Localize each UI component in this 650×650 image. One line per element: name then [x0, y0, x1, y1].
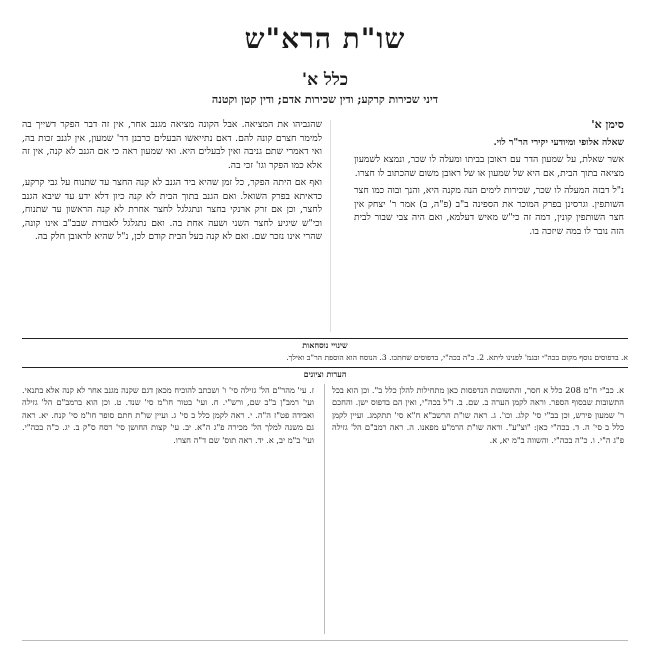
question-paragraph: אשר שאלת, על שמעון הדר עם ראובן בביתו ומעלה לו שכר, ונמצא לשמעון מציאה בתוך הבית, אם היא של שמעון או של ראובן משום שהכתוב לו חצרו. [354, 154, 624, 179]
left-paragraph: ואף אם היתה הפקר, כל זמן שהיא ביד הגנב לא קנה החצר עד שתנוח על גבי קרקע, כדאיתא בפרק השואל. ואם הגנב בתוך הבית לא קנה כיון דלא ידע עד שיבא הגנב לחצר, וכן אם זרק ארנקי בחצר ונתגלגל לחצר אחרת לא קנה הראשון עד שתנוח, וכי"ש שיגיע לחצר השני ושעה אחת בה. ואם נתגלגל לאבורת שבב"ב אינו קונה, שהרי אינו נזכר שם. ואם לא קנה בעל הבית קודם לכן, נ"ל שהיא לראובן חלק בה. [22, 177, 322, 242]
page-title: שו"ת הרא"ש [244, 22, 406, 55]
answer-paragraph: נ"ל דבזה המעלה לו שכר, שכירות לימים הנה מקנה היא, והנך ובוה כמו חצר השותפין. וגרסינן בפרק המוכר את הספינה ב"ב (פ"ה, ב) אמר ר' יצחק אין חצר השותפין קונין, דמה זה כי"ש מאיש דעלמא, ואם היה צבי שבור לבית הזה נובר לו במה שיזכה בו. [354, 185, 624, 237]
footer-line [22, 640, 628, 641]
notes-column-divider [324, 384, 325, 634]
chapter-subtitle: דיני שכירות קרקע; ודין שכירות אדם; ודין קטן וקטנה [211, 93, 439, 106]
chapter-heading: כלל א' [301, 70, 349, 90]
siman-heading: סימן א' [591, 118, 624, 131]
divider-line [22, 367, 628, 368]
notes-right-column: א. כב"י ח"מ 208 כלל א חסר, והתשובות הנדפסות כאן מתחילות להלן כלל ב". וכן הוא בכל התשובות שבסוף הספר. וראה לקמן הערה ב. שם. ב. ז"ל בכה"י, ואין הם בדפוס ישן. והחכם ר' שמעון פירש, וכן בב"י סי' קלג. וכו'. ג. ראה שו"ת הרשב"א ח"א סי' תתקמג. ועיין לקמן כלל ב סי' ה. ד. בכה"י כאן: "וצ"ע". וראה שו"ת הרמ"ע מפאנו. ה. ראה רמב"ם הל' גזילה פ"ג ה"י. ו. כ"ה בכה"י. והשווה ב"מ יא, א. [332, 385, 624, 445]
variants-heading: שינויי נוסחאות [302, 340, 348, 350]
variants-text: א. בדפוסים נוסף מקום בכה"י ובגמ' לפנינו ליתא. 2. כ"ה בכה"י, בדפוסים שחתכו. 3. הנוסח הוא הוספת הר"ב ואילך. [286, 353, 628, 362]
main-text-right-column [354, 118, 624, 242]
question-opening: שאלה אלופי ומיודעי יקירי הר"ר לוי. [493, 136, 624, 148]
notes-left-column: ז. עי' מהר"ם הל' גזילה סי' ו' ושכתב להוכיח מכאן דגם שקנה מגנב אחר לא קנה אלא בתנאי. ועי' רמב"ן ב"ב שם, ורש"י. ח. ועי' בטור חו"מ סי' שנד. ט. וכן הוא ברמב"ם הל' גזילה ואבידה פט"ז ה"ה. י. ראה לקמן כלל ב סי' ג. ועיין שו"ת חתם סופר חו"מ סי' קנח. יא. ראה גם משנה למלך הל' מכירה פ"ג ה"א. יב. עי' קצות החושן סי' רסח ס"ק ב. יג. כ"ה בכה"י. ועי' ב"מ יב, א. יד. ראה תוס' שם ד"ה חצרו. [22, 385, 314, 445]
divider-line [22, 338, 628, 339]
main-text-left-column [22, 118, 322, 248]
column-divider [330, 120, 331, 332]
notes-heading: הערות וציונים [303, 369, 347, 379]
left-paragraph: שהגביהו את המציאה. אבל הקונה מציאה מגנב אחר, אין זה דבר הפקר דשייך בה למימר חצרם קונה להם. דאם נתייאשו הבעלים כרבנן דר' שמעון, אין לגנב זכות בה, ואי דאמרי שתם גניבה ואין לבעלים היא. ואי שמעון ראה כי אם הגנב לא קנה, אין זה אלא כמו הפקר וגו' זכי בה. [22, 119, 322, 171]
